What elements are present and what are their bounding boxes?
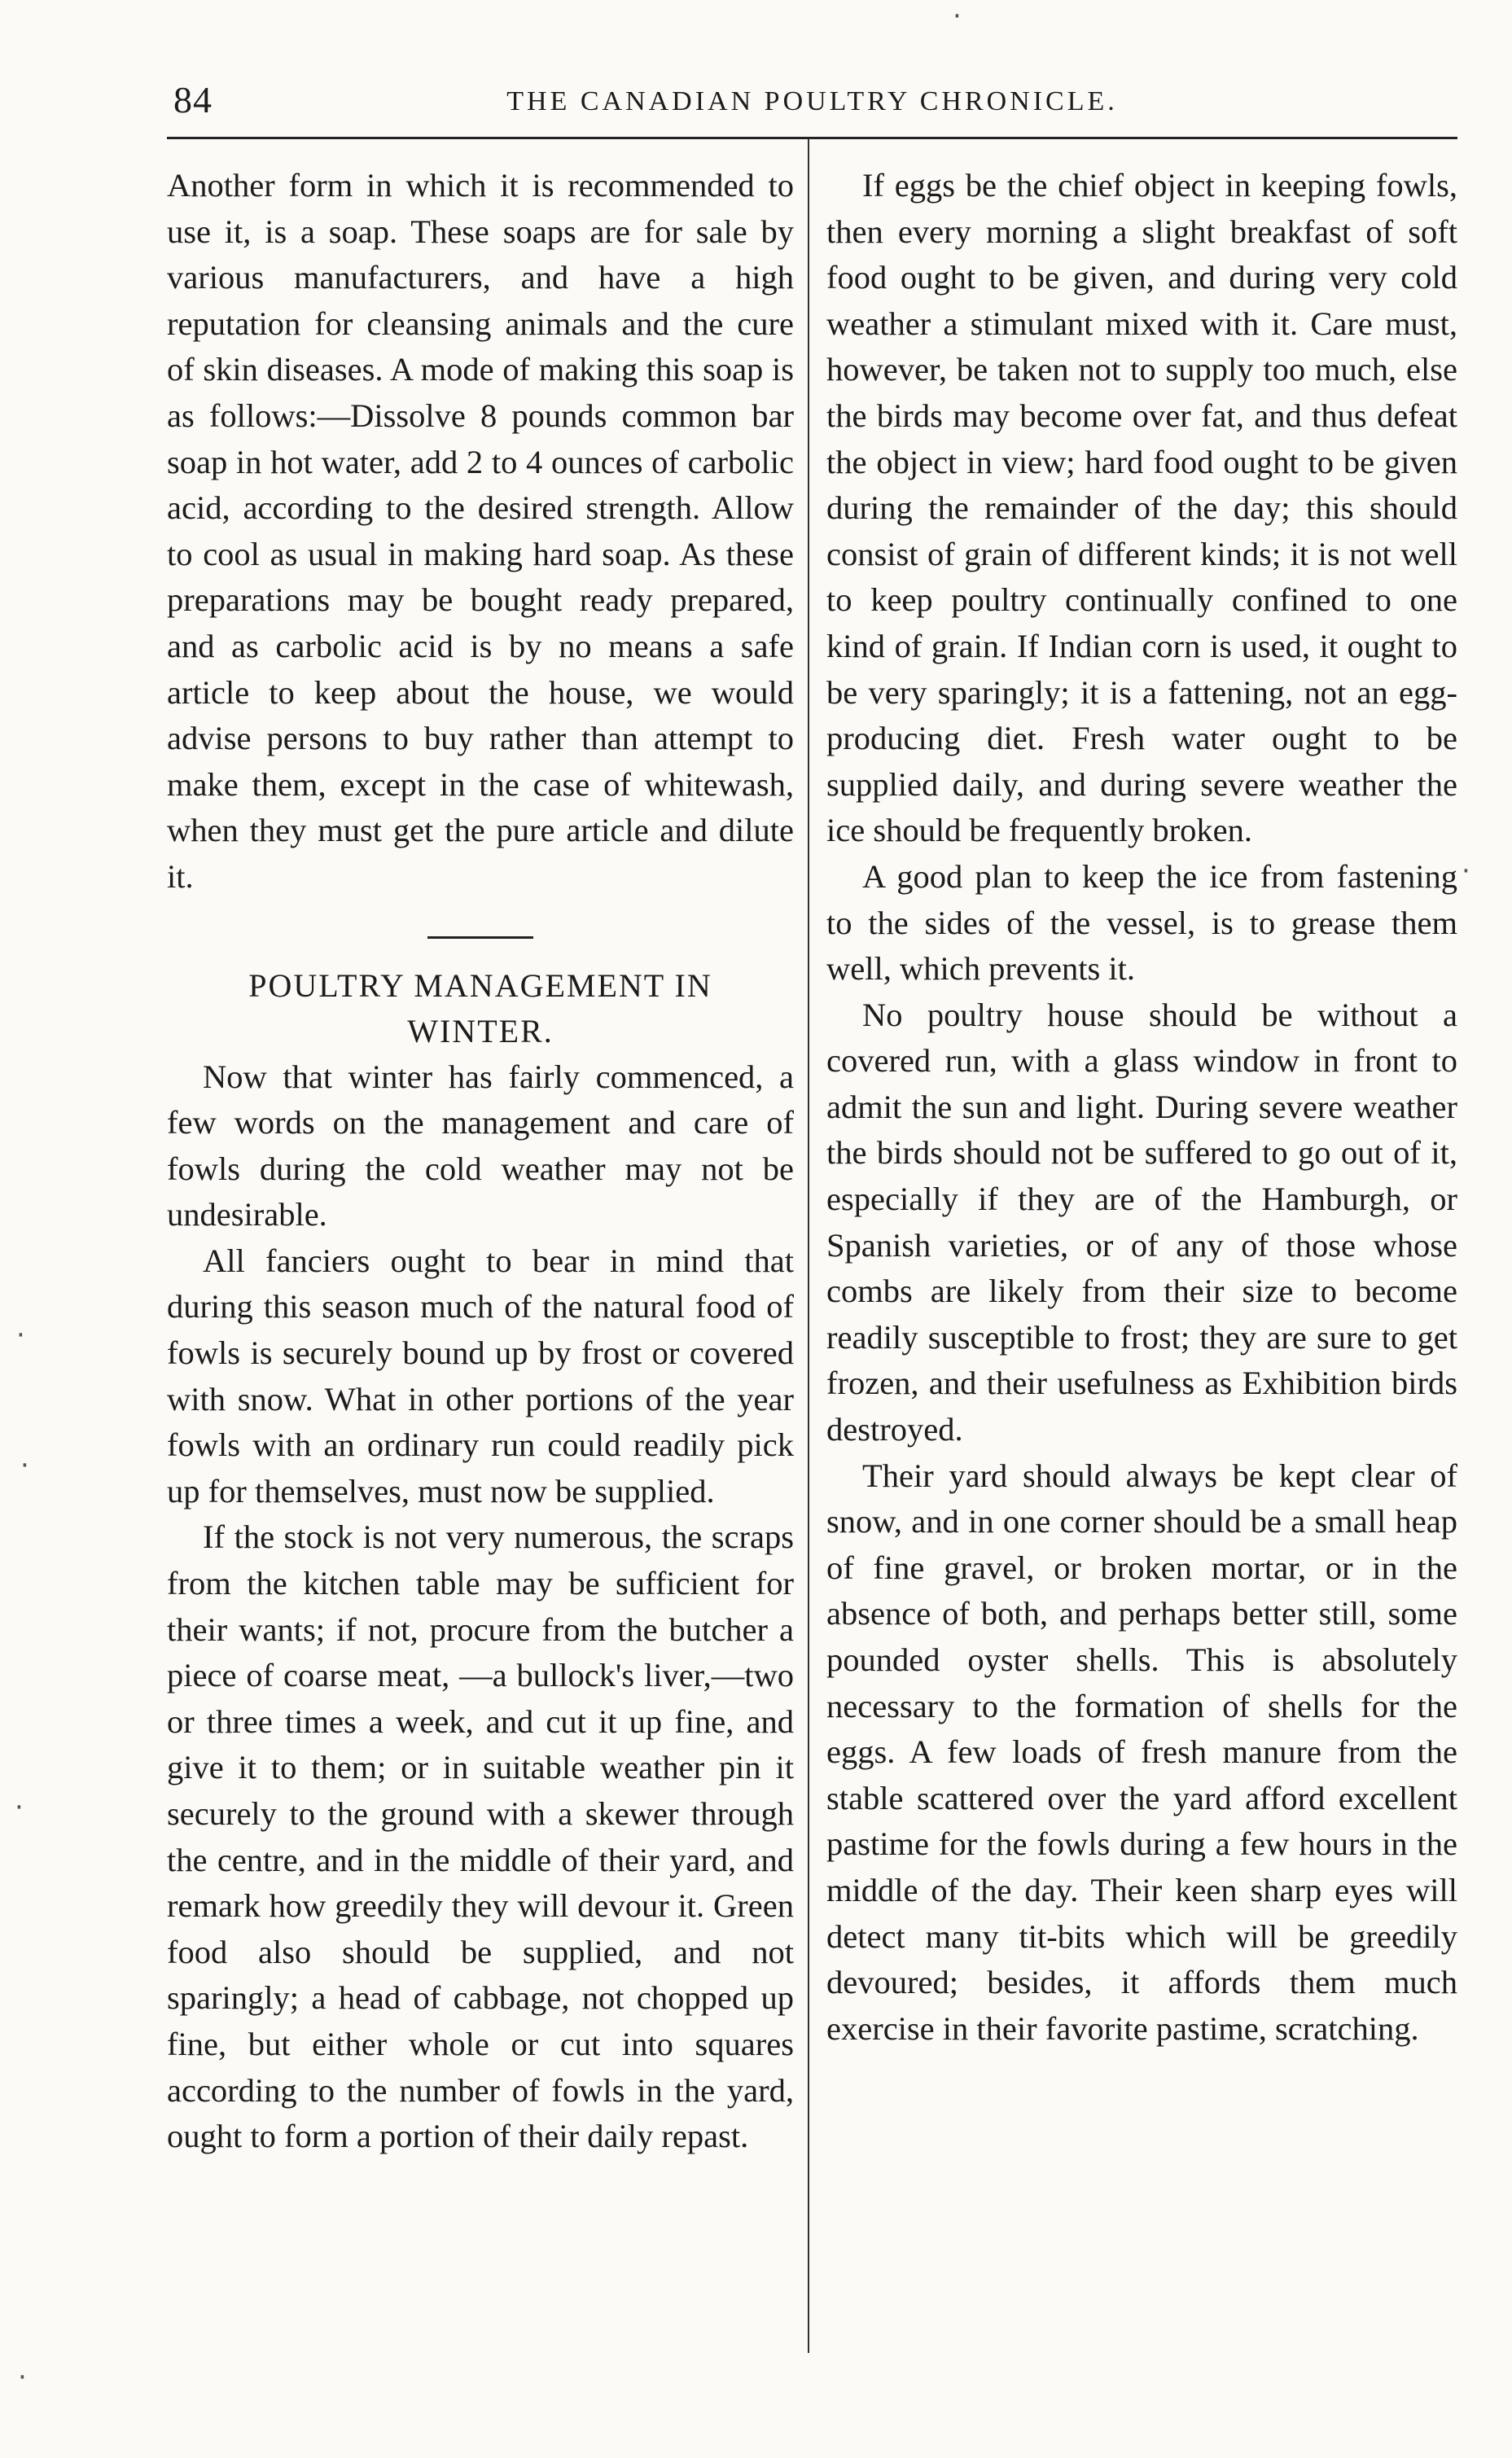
paragraph-intro: Now that winter has fairly commenced, a few words on the management and care of fowls during the cold weather may not be undesirable. [167,1058,794,1233]
section-heading-line1: POULTRY MANAGEMENT IN [248,966,712,1004]
right-column [826,163,1457,2052]
section-heading [167,963,794,1054]
paragraph-natural-food: All fanciers ought to bear in mind that during this season much of the natural food of fowls is securely bound up by frost or covered with snow. What in other portions of the year fowls with an ordinary run could readily pick up for themselves, must now be supplied. [167,1242,794,1509]
section-heading-line2: WINTER. [407,1012,554,1049]
running-title: THE CANADIAN POULTRY CHRONICLE. [506,86,1118,116]
paragraph-covered-run: No poultry house should be without a covered run, with a glass window in front to admit the sun and light. During severe weather the birds should not be suffered to go out of it, especially if they are of the Hamburgh, or Spanish varieties, or of any of those whose combs are likely from their size to become readily susceptible to frost; they are sure to get frozen, and their usefulness as Exhibition birds destroyed. [826,996,1457,1448]
scan-speck: · [953,0,962,33]
left-column [167,163,794,2160]
scan-speck: · [18,2361,27,2394]
page-header [167,78,1457,137]
scan-speck: · [1462,855,1470,887]
column-divider [808,138,809,2353]
paragraph-ice: A good plan to keep the ice from fastening to the sides of the vessel, is to grease them well, which prevents it. [826,857,1457,988]
scan-speck: · [20,1449,29,1482]
paragraph-feeding: If the stock is not very numerous, the scraps from the kitchen table may be sufficient for their wants; if not, procure from the butcher a piece of coarse meat, —a bullock's liver,—two or three times a week, and cut it up fine, and give it to them; or in suitable weather pin it securely to the ground with a skewer through the centre, and in the middle of their yard, and remark how greedily they will devour it. Green food also should be supplied, and not sparingly; a head of cabbage, not chopped up fine, but either whole or cut into squares according to the number of fowls in the yard, ought to form a portion of their daily repast. [167,1518,794,2155]
scan-speck: · [15,1791,24,1824]
paragraph-yard: Their yard should always be kept clear of snow, and in one corner should be a small heap of fine gravel, or broken mortar, or in the absence of both, and perhaps better still, some pounded oyster shells. This is absolutely necessary to the formation of shells for the eggs. A few loads of fresh manure from the stable scattered over the yard afford excellent pastime for the fowls during a few hours in the middle of the day. Their keen sharp eyes will detect many tit-bits which will be greedily devoured; besides, it affords them much exercise in their favorite pastime, scratching. [826,1457,1457,2047]
header-rule [167,137,1457,139]
paragraph-soap: Another form in which it is recommended to use it, is a soap. These soaps are for sale by various manufacturers, and have a high reputation for cleansing animals and the cure of skin diseases. A mode of making this soap is as follows:—Dissolve 8 pounds common bar soap in hot water, add 2 to 4 ounces of carbolic acid, according to the desired strength. Allow to cool as usual in making hard soap. As these preparations may be bought ready prepared, and as carbolic acid is by no means a safe article to keep about the house, we would advise persons to buy rather than attempt to make them, except in the case of whitewash, when they must get the pure article and dilute it. [167,167,794,895]
scan-speck: · [16,1319,25,1352]
paragraph-eggs: If eggs be the chief object in keeping fowls, then every morning a slight breakfast of soft food ought to be given, and during very cold weather a stimulant mixed with it. Care must, however, be taken not to supply too much, else the birds may become over fat, and thus defeat the object in view; hard food ought to be given during the remainder of the day; this should consist of grain of different kinds; it is not well to keep poultry continually confined to one kind of grain. If Indian corn is used, it ought to be very sparingly; it is a fattening, not an egg-producing diet. Fresh water ought to be supplied daily, and during severe weather the ice should be frequently broken. [826,167,1457,849]
page-number: 84 [173,79,213,120]
section-separator-rule [427,936,533,939]
